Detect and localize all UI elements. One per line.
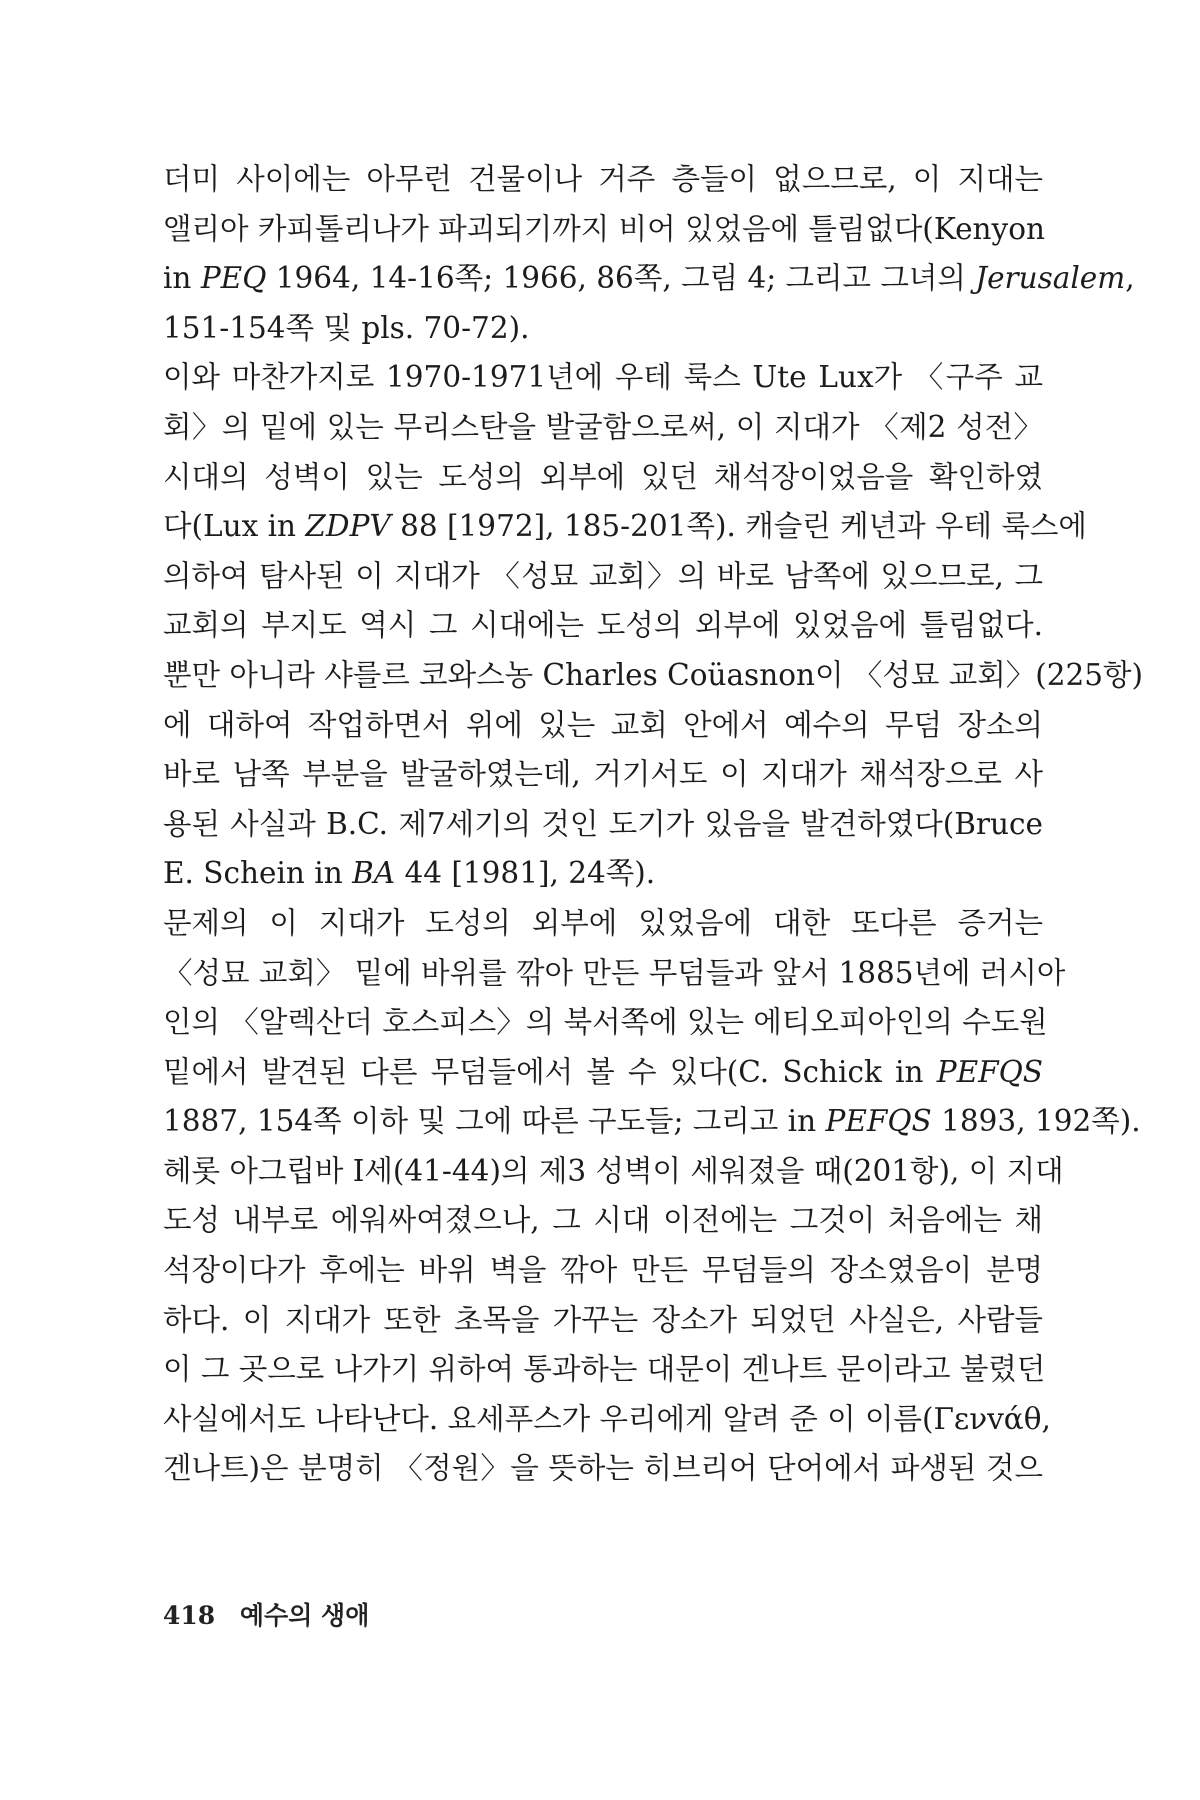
text-line: 다(Lux in ZDPV 88 [1972], 185-201쪽). 캐슬린 케년과 우테 룩스에 — [163, 509, 1087, 544]
text-line: 더미 사이에는 아무런 건물이나 거주 층들이 없으므로, 이 지대는 — [163, 162, 1043, 196]
text-line: 하다. 이 지대가 또한 초목을 가꾸는 장소가 되었던 사실은, 사람들 — [163, 1302, 1043, 1337]
text-line: 151-154쪽 및 pls. 70-72). — [163, 310, 530, 345]
text-line: 용된 사실과 B.C. 제7세기의 것인 도기가 있음을 발견하였다(Bruce — [163, 806, 1043, 841]
text-line: 사실에서도 나타난다. 요세푸스가 우리에게 알려 준 이 이름(Γενvάθ, — [163, 1401, 1051, 1436]
text-line: 1887, 154쪽 이하 및 그에 따른 구도들; 그리고 in PEFQS 1893, 192쪽). — [163, 1104, 1141, 1139]
body-text — [163, 155, 1144, 1494]
text-line: 이와 마찬가지로 1970-1971년에 우테 룩스 Ute Lux가 〈구주 교 — [163, 360, 1043, 395]
text-line: 문제의 이 지대가 도성의 외부에 있었음에 대한 또다른 증거는 — [163, 905, 1043, 940]
text-line: in PEQ 1964, 14-16쪽; 1966, 86쪽, 그림 4; 그리고 그녀의 Jerusalem, — [163, 261, 1135, 296]
text-line: 헤롯 아그립바 I세(41-44)의 제3 성벽이 세워졌을 때(201항), 이 지대 — [163, 1153, 1064, 1188]
text-line: 회〉의 밑에 있는 무리스탄을 발굴함으로써, 이 지대가 〈제2 성전〉 — [163, 409, 1043, 444]
text-line: 교회의 부지도 역시 그 시대에는 도성의 외부에 있었음에 틀림없다. — [163, 608, 1043, 643]
text-line: 밑에서 발견된 다른 무덤들에서 볼 수 있다(C. Schick in PEFQS — [163, 1054, 1043, 1089]
page-footer — [163, 1596, 369, 1632]
running-title: 예수의 생애 — [239, 1601, 370, 1630]
text-line: 인의 〈알렉산더 호스피스〉의 북서쪽에 있는 에티오피아인의 수도원 — [163, 1005, 1048, 1040]
text-line: 에 대하여 작업하면서 위에 있는 교회 안에서 예수의 무덤 장소의 — [163, 707, 1043, 742]
text-line: 석장이다가 후에는 바위 벽을 깎아 만든 무덤들의 장소였음이 분명 — [163, 1253, 1043, 1288]
text-line: 이 그 곳으로 나가기 위하여 통과하는 대문이 겐나트 문이라고 불렸던 — [163, 1352, 1046, 1387]
text-line: 바로 남쪽 부분을 발굴하였는데, 거기서도 이 지대가 채석장으로 사 — [163, 757, 1043, 792]
text-line: 의하여 탐사된 이 지대가 〈성묘 교회〉의 바로 남쪽에 있으므로, 그 — [163, 558, 1043, 593]
text-line: 뿐만 아니라 샤를르 코와스농 Charles Coüasnon이 〈성묘 교회〉(225항) — [163, 657, 1144, 692]
text-line: 겐나트)은 분명히 〈정원〉을 뜻하는 히브리어 단어에서 파생된 것으 — [163, 1451, 1043, 1486]
text-line: E. Schein in BA 44 [1981], 24쪽). — [163, 856, 656, 891]
text-line: 도성 내부로 에워싸여졌으나, 그 시대 이전에는 그것이 처음에는 채 — [163, 1203, 1043, 1238]
text-line: 시대의 성벽이 있는 도성의 외부에 있던 채석장이었음을 확인하였 — [163, 459, 1043, 494]
text-line: 앨리아 카피톨리나가 파괴되기까지 비어 있었음에 틀림없다(Kenyon — [163, 211, 1045, 246]
text-line: 〈성묘 교회〉 밑에 바위를 깎아 만든 무덤들과 앞서 1885년에 러시아 — [163, 955, 1066, 990]
page-number: 418 — [163, 1601, 216, 1630]
